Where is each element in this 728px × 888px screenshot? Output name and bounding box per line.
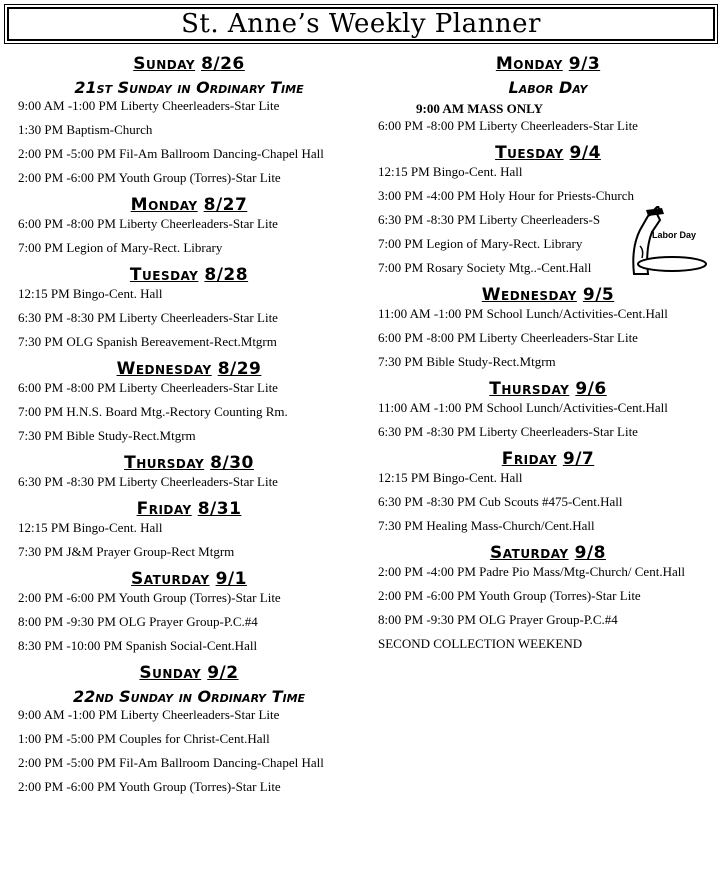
day-name: Monday <box>495 54 563 74</box>
day-heading <box>378 449 718 469</box>
event-item: 12:15 PM Bingo-Cent. Hall <box>378 470 523 485</box>
event-item: 9:00 AM -1:00 PM Liberty Cheerleaders-Star Lite <box>18 707 280 722</box>
event-item: 12:15 PM Bingo-Cent. Hall <box>378 164 523 179</box>
day-name: Saturday <box>490 543 569 563</box>
day-date: 9/3 <box>568 54 601 74</box>
day-name: Thursday <box>124 453 205 473</box>
event-item: 8:00 PM -9:30 PM OLG Prayer Group-P.C.#4 <box>18 614 258 629</box>
mass-note: 9:00 AM MASS ONLY <box>416 101 544 116</box>
day-name: Saturday <box>131 569 210 589</box>
day-name: Monday <box>130 195 198 215</box>
day-heading <box>18 663 360 683</box>
day-date: 9/7 <box>562 449 595 469</box>
day-name: Friday <box>501 449 557 469</box>
day-heading <box>18 195 360 215</box>
right-column <box>378 50 718 661</box>
page-title: St. Anne’s Weekly Planner <box>181 9 541 39</box>
event-item: 2:00 PM -6:00 PM Youth Group (Torres)-Star Lite <box>18 779 281 794</box>
event-item: 6:00 PM -8:00 PM Liberty Cheerleaders-Star Lite <box>18 216 278 231</box>
day-name: Sunday <box>133 54 196 74</box>
day-date: 9/2 <box>207 663 239 683</box>
event-item: 3:00 PM -4:00 PM Holy Hour for Priests-Church <box>378 188 635 203</box>
event-item: 8:30 PM -10:00 PM Spanish Social-Cent.Hall <box>18 638 258 653</box>
left-column <box>18 50 360 804</box>
liturgical-title: Labor Day <box>508 78 588 97</box>
day-name: Wednesday <box>481 285 577 305</box>
event-item: 2:00 PM -4:00 PM Padre Pio Mass/Mtg-Church/ Cent.Hall <box>378 564 685 579</box>
event-item: 9:00 AM -1:00 PM Liberty Cheerleaders-Star Lite <box>18 98 280 113</box>
day-name: Tuesday <box>495 143 564 163</box>
event-item: 7:30 PM Healing Mass-Church/Cent.Hall <box>378 518 595 533</box>
day-heading <box>378 379 718 399</box>
event-item: 1:30 PM Baptism-Church <box>18 122 153 137</box>
event-item: 6:00 PM -8:00 PM Liberty Cheerleaders-Star Lite <box>378 118 638 133</box>
day-heading <box>378 54 718 74</box>
day-date: 9/5 <box>582 285 615 305</box>
day-name: Thursday <box>489 379 570 399</box>
event-item: 11:00 AM -1:00 PM School Lunch/Activities-Cent.Hall <box>378 306 668 321</box>
liturgical-title: 21st Sunday in Ordinary Time <box>74 78 304 97</box>
day-date: 8/28 <box>204 265 249 285</box>
event-item: 12:15 PM Bingo-Cent. Hall <box>18 520 163 535</box>
event-item: SECOND COLLECTION WEEKEND <box>378 636 583 651</box>
event-item: 7:00 PM Rosary Society Mtg..-Cent.Hall <box>378 260 592 275</box>
event-item: 7:00 PM Legion of Mary-Rect. Library <box>18 240 223 255</box>
day-date: 9/1 <box>215 569 247 589</box>
event-item: 2:00 PM -6:00 PM Youth Group (Torres)-Star Lite <box>378 588 641 603</box>
event-item: 6:30 PM -8:30 PM Liberty Cheerleaders-S <box>378 212 601 227</box>
title-box <box>4 4 718 44</box>
day-heading <box>18 265 360 285</box>
liturgical-title: 22nd Sunday in Ordinary Time <box>72 687 306 706</box>
event-item: 7:00 PM H.N.S. Board Mtg.-Rectory Counting Rm. <box>18 404 288 419</box>
day-date: 8/29 <box>217 359 262 379</box>
day-date: 8/27 <box>203 195 248 215</box>
event-item: 7:30 PM OLG Spanish Bereavement-Rect.Mtgrm <box>18 334 277 349</box>
day-heading <box>18 54 360 74</box>
event-item: 11:00 AM -1:00 PM School Lunch/Activities-Cent.Hall <box>378 400 668 415</box>
event-item: 8:00 PM -9:30 PM OLG Prayer Group-P.C.#4 <box>378 612 618 627</box>
event-item: 7:30 PM J&M Prayer Group-Rect Mtgrm <box>18 544 235 559</box>
event-item: 2:00 PM -6:00 PM Youth Group (Torres)-Star Lite <box>18 590 281 605</box>
day-name: Sunday <box>139 663 202 683</box>
day-heading <box>18 569 360 589</box>
event-item: 2:00 PM -5:00 PM Fil-Am Ballroom Dancing-Chapel Hall <box>18 755 324 770</box>
event-item: 6:00 PM -8:00 PM Liberty Cheerleaders-Star Lite <box>378 330 638 345</box>
event-item: 6:30 PM -8:30 PM Liberty Cheerleaders-Star Lite <box>378 424 638 439</box>
day-heading <box>378 143 718 163</box>
day-name: Tuesday <box>129 265 199 285</box>
labor-day-arm-hammer-icon <box>628 206 710 276</box>
day-date: 8/31 <box>197 499 242 519</box>
event-item: 1:00 PM -5:00 PM Couples for Christ-Cent.Hall <box>18 731 270 746</box>
day-date: 8/30 <box>210 453 254 473</box>
day-date: 8/26 <box>201 54 245 74</box>
day-heading <box>18 499 360 519</box>
event-item: 2:00 PM -5:00 PM Fil-Am Ballroom Dancing-Chapel Hall <box>18 146 324 161</box>
day-heading <box>378 543 718 563</box>
day-date: 9/6 <box>575 379 607 399</box>
labor-day-label: Labor Day <box>652 230 697 240</box>
day-date: 9/8 <box>574 543 606 563</box>
day-heading <box>18 359 360 379</box>
day-name: Friday <box>136 499 192 519</box>
title-frame <box>7 7 715 41</box>
event-item: 7:30 PM Bible Study-Rect.Mtgrm <box>378 354 556 369</box>
event-item: 6:00 PM -8:00 PM Liberty Cheerleaders-Star Lite <box>18 380 278 395</box>
event-item: 7:30 PM Bible Study-Rect.Mtgrm <box>18 428 196 443</box>
event-item: 6:30 PM -8:30 PM Liberty Cheerleaders-Star Lite <box>18 474 278 489</box>
day-heading <box>18 453 360 473</box>
event-item: 12:15 PM Bingo-Cent. Hall <box>18 286 163 301</box>
event-item: 2:00 PM -6:00 PM Youth Group (Torres)-Star Lite <box>18 170 281 185</box>
day-heading <box>378 285 718 305</box>
day-date: 9/4 <box>569 143 601 163</box>
event-item: 7:00 PM Legion of Mary-Rect. Library <box>378 236 583 251</box>
event-item: 6:30 PM -8:30 PM Liberty Cheerleaders-Star Lite <box>18 310 278 325</box>
day-name: Wednesday <box>116 359 212 379</box>
event-item: 6:30 PM -8:30 PM Cub Scouts #475-Cent.Hall <box>378 494 623 509</box>
